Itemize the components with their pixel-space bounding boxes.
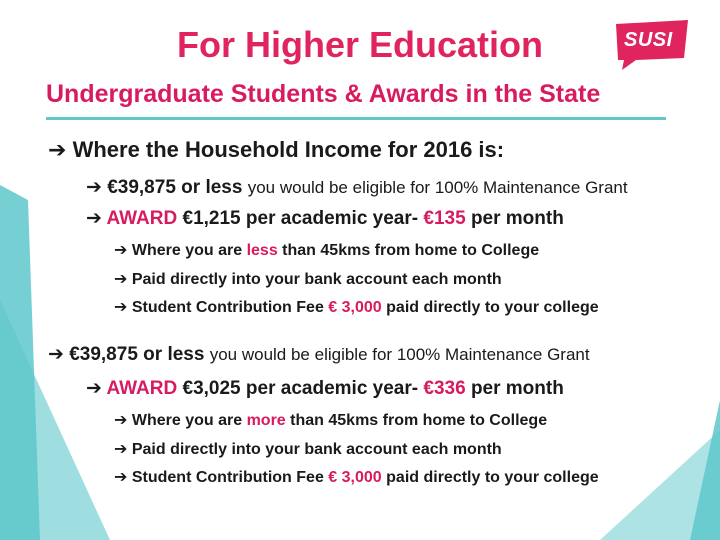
section2-income-line: [48, 343, 590, 366]
section2-award-line: [86, 377, 564, 400]
section1-bullet-fee: [114, 297, 599, 317]
section1-award-label: AWARD: [106, 208, 178, 229]
section2-b1-post: than 45kms from home to College: [290, 412, 548, 429]
section2-income-rest: you would be eligible for 100% Maintenance Grant: [209, 345, 590, 364]
arrow-bullet-icon: ➔: [114, 240, 128, 259]
section2-award-label: AWARD: [106, 378, 178, 399]
page-title: For Higher Education: [176, 24, 543, 65]
section1-bullet-payment: [114, 269, 502, 289]
section1-b3-highlight: € 3,000: [328, 299, 382, 316]
section2-b3-highlight: € 3,000: [328, 469, 382, 486]
section2-bullet-distance: [114, 410, 547, 430]
section2-award-amount: €3,025: [182, 378, 241, 399]
arrow-bullet-icon: ➔: [114, 410, 128, 429]
arrow-bullet-icon: ➔: [86, 176, 102, 198]
section1-income-amount: €39,875 or less: [107, 177, 243, 198]
section1-b1-highlight: less: [246, 242, 278, 259]
title-divider: [46, 117, 666, 120]
arrow-bullet-icon: ➔: [114, 297, 128, 316]
section1-b2-text: Paid directly into your bank account each month: [131, 271, 502, 288]
section2-award-mid: per academic year-: [245, 378, 419, 399]
section1-award-month: €135: [423, 208, 466, 229]
section2-award-tail: per month: [470, 378, 564, 399]
section1-b1-post: than 45kms from home to College: [282, 242, 540, 259]
arrow-bullet-icon: ➔: [86, 207, 102, 229]
section2-b3-pre: Student Contribution Fee: [131, 469, 324, 486]
section2-bullet-payment: [114, 439, 502, 459]
section1-award-mid: per academic year-: [245, 208, 419, 229]
section1-income-rest: you would be eligible for 100% Maintenance Grant: [247, 178, 628, 197]
section1-income-line: [86, 176, 628, 199]
section1-award-amount: €1,215: [182, 208, 241, 229]
section1-award-tail: per month: [470, 208, 564, 229]
arrow-bullet-icon: ➔: [86, 377, 102, 399]
section2-income-amount: €39,875 or less: [69, 344, 205, 365]
section1-b1-pre: Where you are: [131, 242, 243, 259]
arrow-bullet-icon: ➔: [48, 343, 64, 365]
section2-b2-text: Paid directly into your bank account each month: [131, 441, 502, 458]
section2-b3-post: paid directly to your college: [386, 469, 599, 486]
page-subtitle: Undergraduate Students & Awards in the State: [46, 80, 601, 108]
section1-b3-post: paid directly to your college: [386, 299, 599, 316]
section1-heading: [48, 137, 504, 163]
arrow-bullet-icon: ➔: [114, 439, 128, 458]
arrow-bullet-icon: ➔: [114, 269, 128, 288]
section1-award-line: [86, 207, 564, 230]
section2-b1-pre: Where you are: [131, 412, 243, 429]
arrow-bullet-icon: ➔: [48, 138, 67, 163]
section2-bullet-fee: [114, 467, 599, 487]
section2-b1-highlight: more: [246, 412, 286, 429]
susi-logo-text: SUSI: [624, 29, 673, 51]
section1-heading-text: Where the Household Income for 2016 is:: [72, 137, 505, 162]
arrow-bullet-icon: ➔: [114, 467, 128, 486]
section2-award-month: €336: [423, 378, 466, 399]
section1-b3-pre: Student Contribution Fee: [131, 299, 324, 316]
section1-bullet-distance: [114, 240, 539, 260]
